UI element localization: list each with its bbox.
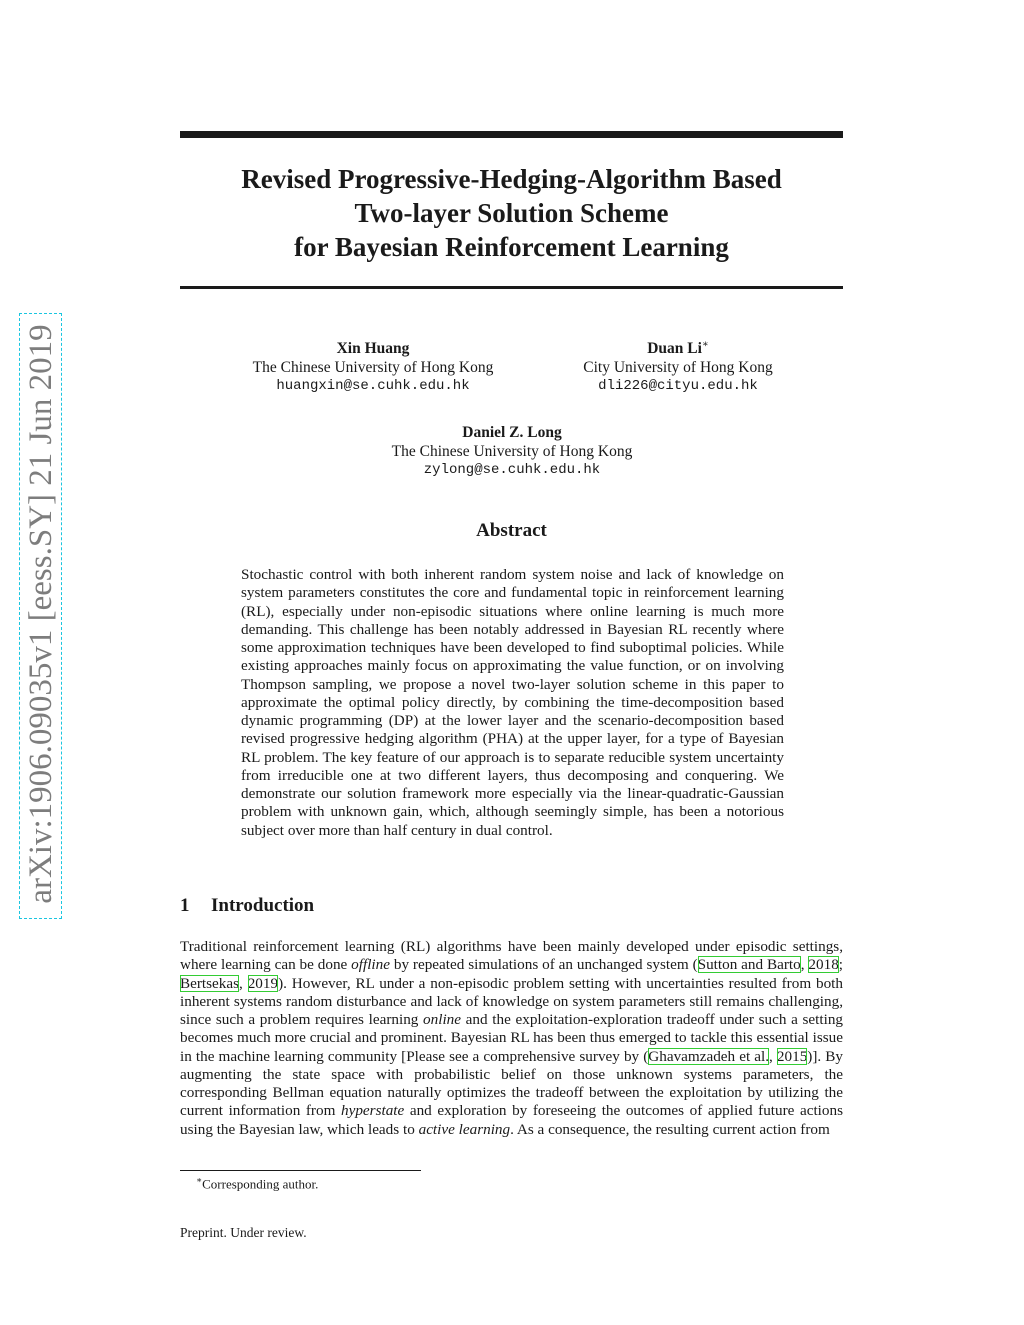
preprint-note: Preprint. Under review. xyxy=(180,1225,307,1240)
author-email[interactable]: dli226@cityu.edu.hk xyxy=(598,378,758,395)
citation-link[interactable]: 2015 xyxy=(776,1047,808,1065)
abstract-text: Stochastic control with both inherent random system noise and lack of knowledge on system parameters constitutes the core and fundamental topic in reinforcement learning (RL), especially under non-episodic situations where online learning is much more demanding. This challenge has been notably addressed in Bayesian RL recently where some approximation techniques have been developed to find suboptimal policies. While existing approaches mainly focus on approximating the value function, or on involving Thompson sampling, we propose a novel two-layer solution scheme in this paper to approximate the optimal policy directly, by combining the time-decomposition based dynamic programming (DP) at the lower layer and the scenario-decomposition based revised progressive hedging algorithm (PHA) at the upper layer, for a type of Bayesian RL problem. The key feature of our approach is to separate reducible system uncertainty from irreducible one at two different layers, thus decomposing and conquering. We demonstrate our solution framework more especially via the linear-quadratic-Gaussian problem with unknown gain, which, although seemingly simple, has been a notorious subject over more than half century in dual control. xyxy=(241,566,784,839)
title-line: Two-layer Solution Scheme xyxy=(354,198,669,228)
title-rule-top xyxy=(180,131,843,138)
author-affiliation: The Chinese University of Hong Kong xyxy=(391,443,633,461)
title-rule-bottom xyxy=(180,286,843,289)
citation-link[interactable]: 2018 xyxy=(808,956,839,974)
section-title: Introduction xyxy=(211,895,315,916)
author-block xyxy=(232,335,514,396)
title-line: Revised Progressive-Hedging-Algorithm Based xyxy=(241,164,782,194)
author-block xyxy=(560,335,796,396)
author-block xyxy=(362,419,662,480)
title-line: for Bayesian Reinforcement Learning xyxy=(294,232,729,262)
footnote-marker[interactable]: ∗ xyxy=(701,339,709,350)
author-email[interactable]: zylong@se.cuhk.edu.hk xyxy=(423,462,601,479)
footnote-text: Corresponding author. xyxy=(202,1176,319,1192)
section-heading xyxy=(180,895,314,917)
section-number: 1 xyxy=(180,895,190,916)
intro-paragraph: Traditional reinforcement learning (RL) algorithms have been mainly developed under episodic settings, where learning can be done offline by repeated simulations of an unchanged system (Sutton and Barto, 2018; Bertsekas, 2019). However, RL under a non-episodic problem setting with uncertainties resulted from both inherent systems random disturbance and lack of knowledge on system parameters still remains challenging, since such a problem requires learning online and the exploitation-exploration tradeoff under such a setting becomes much more crucial and prominent. Bayesian RL has been thus emerged to tackle this essential issue in the machine learning community [Please see a comprehensive survey by (Ghavamzadeh et al., 2015)]. By augmenting the state space with probabilistic belief on those unknown systems parameters, the corresponding Bellman equation naturally optimizes the tradeoff between the exploitation by utilizing the current information from hyperstate and exploration by foreseeing the outcomes of applied future actions using the Bayesian law, which leads to active learning. As a consequence, the resulting current action from xyxy=(180,938,844,1138)
footnote xyxy=(196,1175,318,1192)
citation-link[interactable]: 2019 xyxy=(247,974,279,992)
citation-link[interactable]: Bertsekas xyxy=(180,974,240,992)
author-name: Daniel Z. Long xyxy=(462,424,562,442)
paper-title xyxy=(180,162,843,264)
author-name: Duan Li∗ xyxy=(647,339,709,358)
author-affiliation: City University of Hong Kong xyxy=(583,359,773,377)
arxiv-stamp[interactable]: arXiv:1906.09035v1 [eess.SY] 21 Jun 2019 xyxy=(23,324,59,904)
footnote-rule xyxy=(180,1170,421,1171)
abstract-heading: Abstract xyxy=(476,520,547,541)
author-name: Xin Huang xyxy=(336,340,410,358)
footnote-marker: ∗ xyxy=(196,1175,203,1185)
citation-link[interactable]: Sutton and Barto xyxy=(697,956,801,974)
author-affiliation: The Chinese University of Hong Kong xyxy=(252,359,494,377)
citation-link[interactable]: Ghavamzadeh et al. xyxy=(648,1047,770,1065)
author-email[interactable]: huangxin@se.cuhk.edu.hk xyxy=(276,378,470,395)
